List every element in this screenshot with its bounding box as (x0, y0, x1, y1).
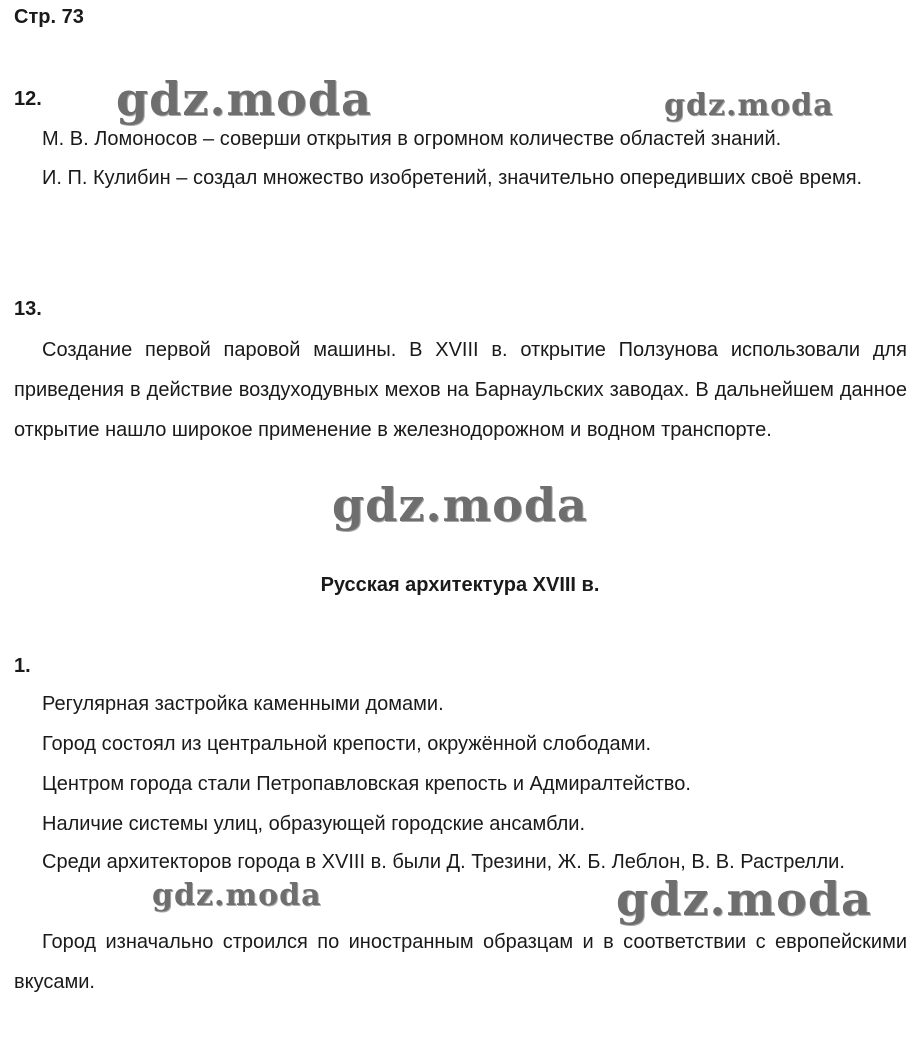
watermark: gdz.moda (616, 872, 872, 926)
task-1-line-2: Город состоял из центральной крепости, окружённой слободами. (42, 733, 652, 755)
task-13-number: 13. (14, 298, 42, 320)
task-1-number: 1. (14, 655, 31, 677)
task-1-line-1: Регулярная застройка каменными домами. (42, 693, 444, 715)
page-number: Стр. 73 (14, 6, 84, 28)
task-1-line-6: Город изначально строился по иностранным образцам и в соответствии с европейскими вкусами. (14, 931, 907, 993)
task-1-line-4: Наличие системы улиц, образующей городские ансамбли. (42, 813, 586, 835)
task-12-line-2: И. П. Кулибин – создал множество изобретений, значительно опередивших своё время. (42, 167, 863, 189)
task-1-line-5: Среди архитекторов города в XVIII в. были Д. Трезини, Ж. Б. Леблон, В. В. Растрелли. (42, 851, 845, 873)
watermark: gdz.moda (332, 478, 588, 532)
watermark: gdz.moda (116, 72, 372, 126)
task-12-line-1: М. В. Ломоносов – соверши открытия в огромном количестве областей знаний. (42, 128, 782, 150)
task-13-paragraph: Создание первой паровой машины. В XVIII в. открытие Ползунова использовали для приведения в действие воздуходувных мехов на Барнаульских заводах. В дальнейшем данное открытие нашло широкое применение в железнодорожном и водном транспорте. (14, 339, 907, 441)
watermark: gdz.moda (664, 88, 834, 123)
watermark: gdz.moda (152, 878, 322, 913)
task-12-number: 12. (14, 88, 42, 110)
section-title: Русская архитектура XVIII в. (320, 574, 600, 596)
task-1-line-3: Центром города стали Петропавловская крепость и Адмиралтейство. (42, 773, 691, 795)
